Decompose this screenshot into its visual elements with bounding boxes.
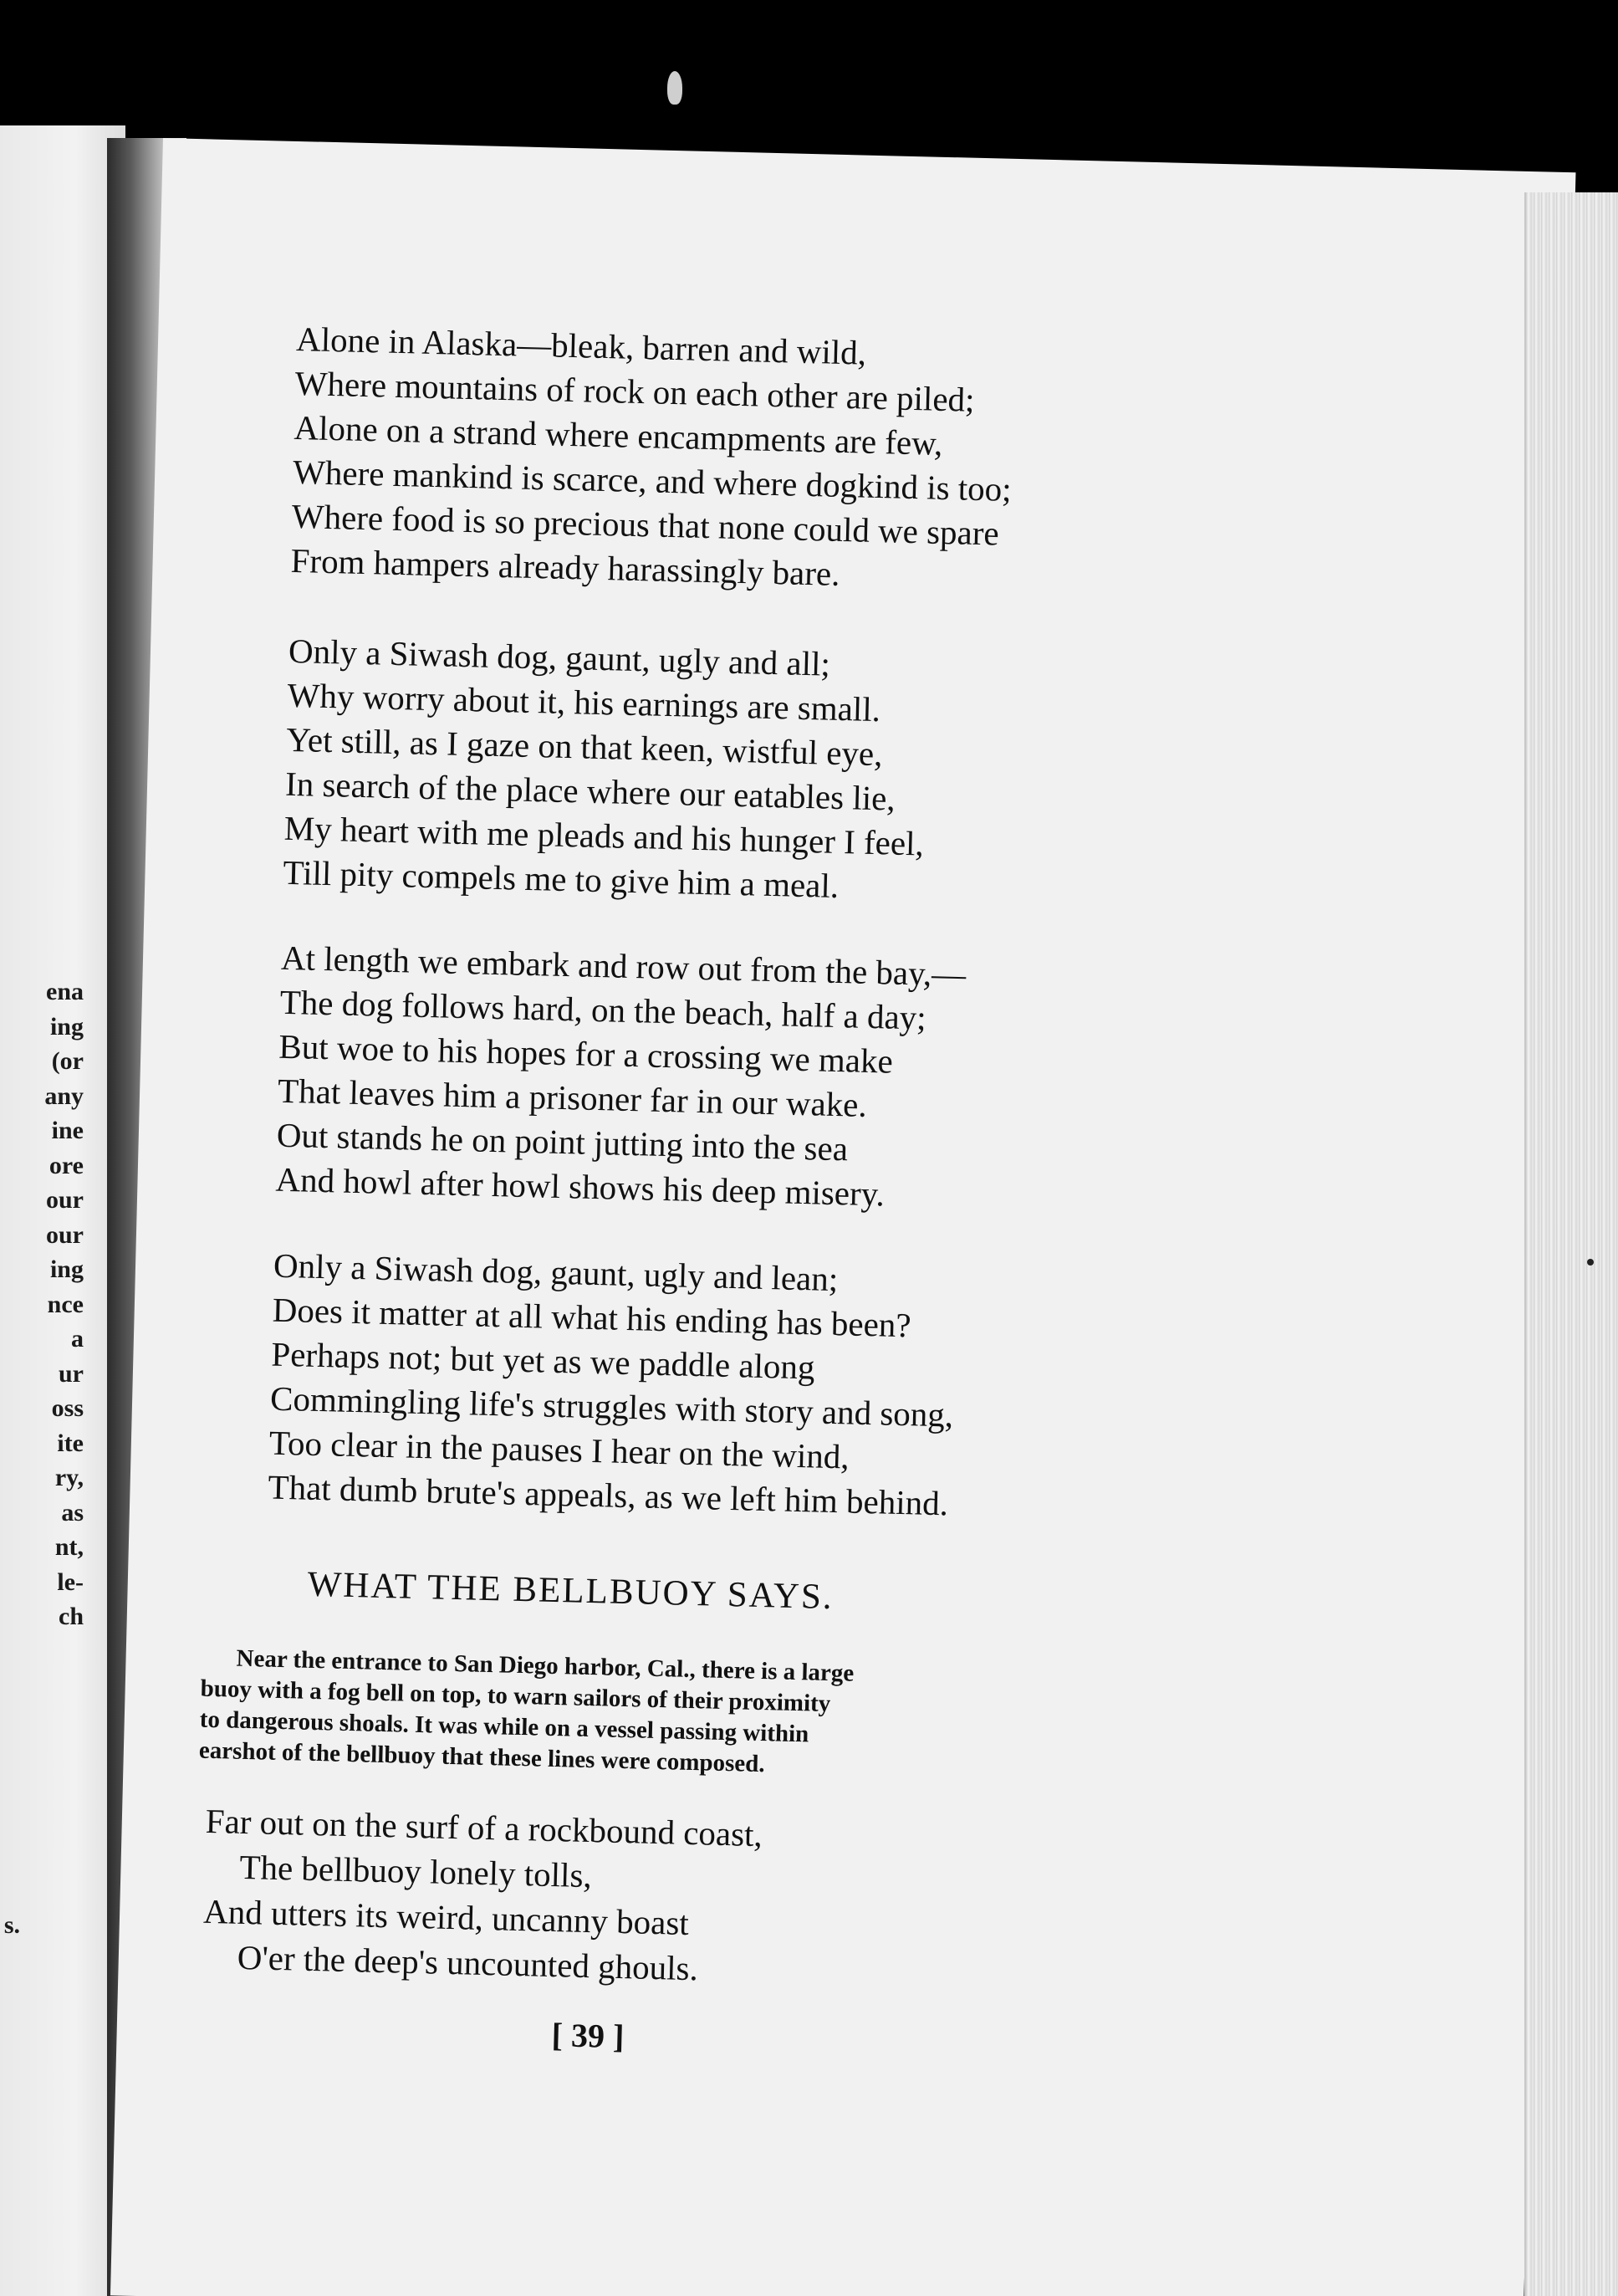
poem-line: Does it matter at all what his ending has been?: [272, 1290, 912, 1345]
poem-line: Only a Siwash dog, gaunt, ugly and all;: [288, 631, 831, 683]
previous-page-line-ending: ore: [48, 1151, 84, 1179]
book-page: [110, 138, 1576, 2296]
previous-page-line-ending: our: [46, 1220, 84, 1249]
previous-page-line-ending: ing: [49, 1012, 84, 1041]
poem-line: Too clear in the pauses I hear on the wind,: [268, 1423, 850, 1476]
poem-line: That leaves him a prisoner far in our wake.: [277, 1071, 868, 1124]
previous-page-line-ending: our: [46, 1186, 84, 1214]
poem-stanza: [275, 936, 1201, 1225]
previous-page-line-ending: as: [61, 1498, 84, 1526]
poem-stanza: [202, 1798, 763, 1992]
previous-page-line-ending: ena: [46, 978, 84, 1005]
previous-page-line-ending: (or: [51, 1047, 84, 1075]
poem-line: Perhaps not; but yet as we paddle along: [270, 1334, 816, 1387]
previous-page-line-endings: [0, 974, 84, 1634]
previous-page-line-ending: ur: [59, 1359, 84, 1388]
poem-line: Where mountains of rock on each other are piled;: [294, 363, 976, 419]
previous-page-last-fragment: s.: [3, 1911, 20, 1939]
scan-speck: [1587, 1259, 1594, 1266]
previous-page-line-ending: nt,: [54, 1533, 84, 1561]
poem-line: Where food is so precious that none could we spare: [291, 496, 1000, 553]
intro-line: buoy with a fog bell on top, to warn sailors of their proximity: [200, 1675, 831, 1718]
poem-stanza: [283, 629, 1208, 918]
section-heading: WHAT THE BELLBUOY SAYS.: [307, 1564, 835, 1618]
poem-line: Commingling life's struggles with story and song,: [269, 1378, 954, 1434]
poem-line: Far out on the surf of a rockbound coast,: [205, 1801, 763, 1854]
poem-line: Only a Siwash dog, gaunt, ugly and lean;: [273, 1245, 839, 1299]
previous-page-line-ending: ry,: [54, 1464, 84, 1491]
poem-line: Out stands he on point jutting into the sea: [276, 1115, 849, 1168]
intro-line: Near the entrance to San Diego harbor, Cal., there is a large: [236, 1644, 855, 1687]
previous-page-line-ending: oss: [51, 1394, 84, 1422]
poem-line: And howl after howl shows his deep misery.: [275, 1159, 886, 1214]
poem-stanza: [268, 1244, 1193, 1532]
previous-page-line-ending: ine: [51, 1117, 84, 1144]
poem-line: In search of the place where our eatables lie,: [284, 764, 896, 818]
previous-page-line-ending: ch: [59, 1603, 84, 1630]
poem-line: Where mankind is scarce, and where dogkind is too;: [292, 452, 1013, 509]
poem-line: The bellbuoy lonely tolls,: [238, 1847, 593, 1895]
previous-page-line-ending: nce: [47, 1290, 84, 1318]
scan-speck: [667, 71, 682, 105]
poem-line: Yet still, as I gaze on that keen, wistful eye,: [285, 719, 884, 774]
previous-page-line-ending: ing: [49, 1255, 84, 1283]
poem-line: O'er the deep's uncounted ghouls.: [237, 1937, 699, 1988]
poem-stanza: [290, 317, 1216, 606]
previous-page-line-ending: a: [71, 1325, 84, 1353]
poem-line: The dog follows hard, on the beach, half a day;: [279, 982, 927, 1037]
previous-page-line-ending: le-: [57, 1567, 84, 1596]
previous-page-line-ending: any: [44, 1082, 84, 1110]
poem-line: At length we embark and row out from the bay,—: [280, 938, 967, 994]
poem-intro-note: [198, 1643, 1141, 1789]
poem-line: And utters its weird, uncanny boast: [202, 1891, 690, 1942]
intro-line: earshot of the bellbuoy that these lines were composed.: [198, 1736, 765, 1778]
poem-line: Alone in Alaska—bleak, barren and wild,: [295, 319, 867, 372]
poem-line: Alone on a strand where encampments are few,: [293, 407, 943, 463]
poem-line: From hampers already harassingly bare.: [290, 540, 840, 593]
poem-line: Why worry about it, his earnings are small.: [287, 675, 881, 729]
previous-page-line-ending: ite: [57, 1429, 84, 1457]
page-edge-stack: [1524, 192, 1618, 2296]
poem-line: That dumb brute's appeals, as we left him behind.: [268, 1467, 949, 1523]
poem-line: Till pity compels me to give him a meal.: [283, 852, 840, 906]
intro-line: to dangerous shoals. It was while on a vessel passing within: [199, 1705, 809, 1748]
poem-line: My heart with me pleads and his hunger I feel,: [283, 808, 925, 863]
page-number: [ 39 ]: [551, 2016, 625, 2056]
poem-line: But woe to his hopes for a crossing we make: [278, 1026, 894, 1081]
